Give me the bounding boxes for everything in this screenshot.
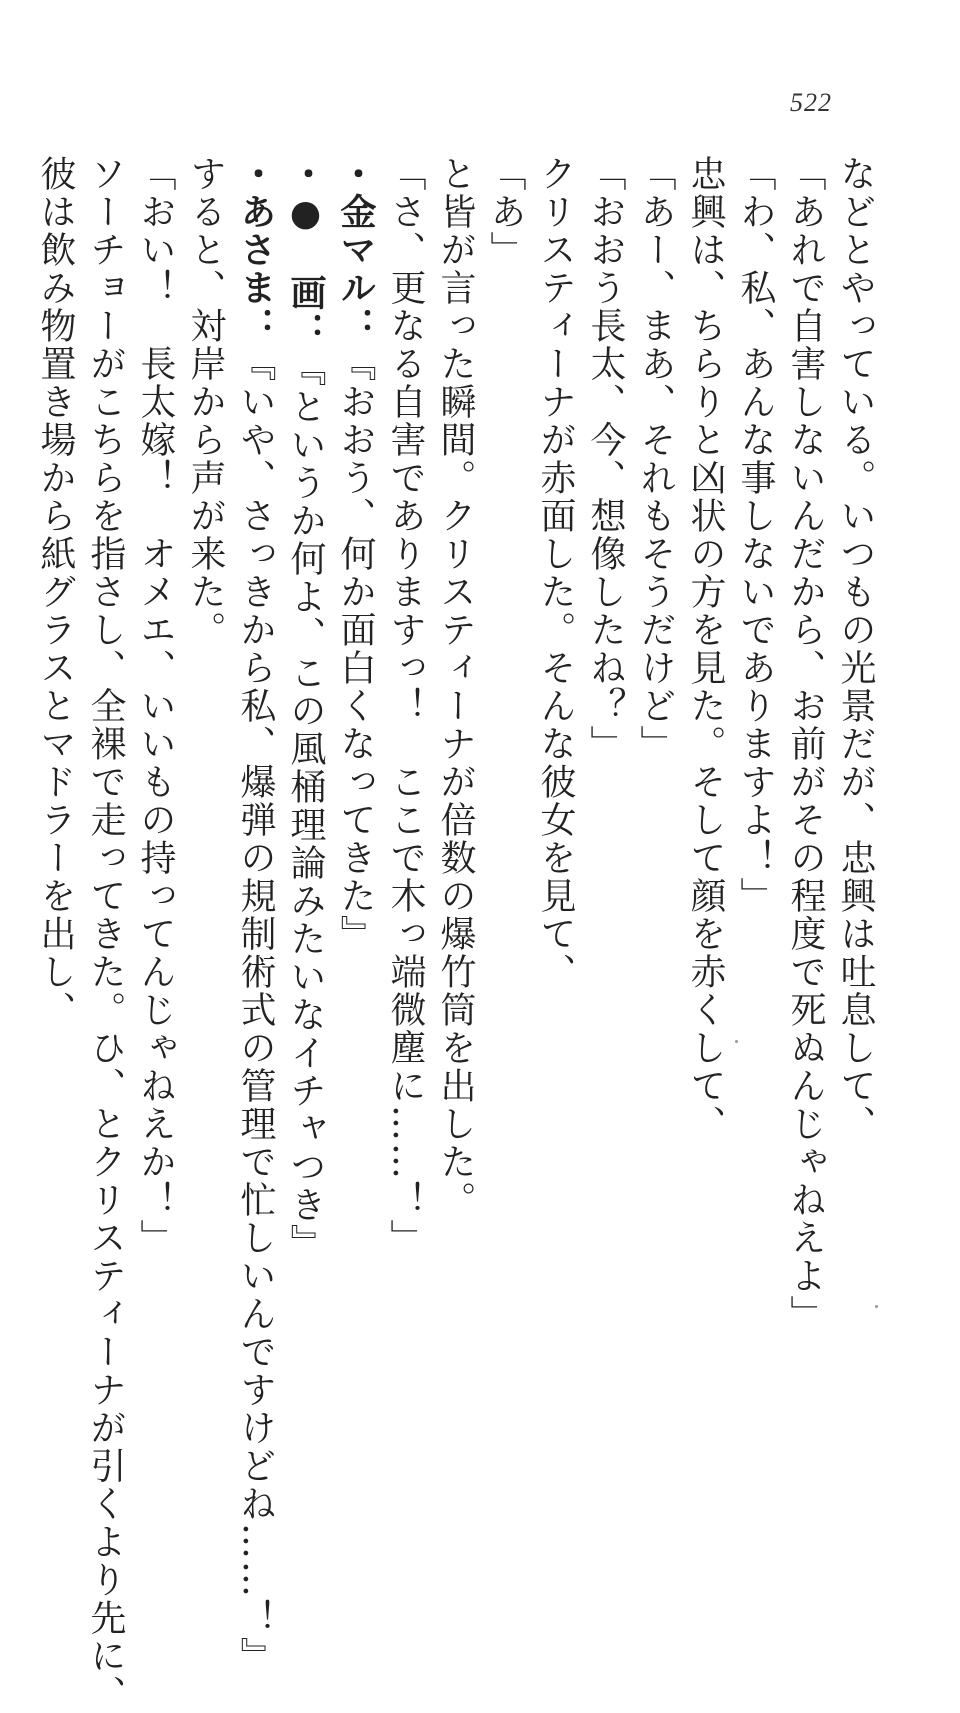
chat-message: 『おおう、何か面白くなってきた』: [335, 345, 376, 953]
chat-speaker: ・金マル：: [335, 155, 376, 345]
text-line: 「わ、私、あんな事しないでありますよ！」: [735, 155, 776, 915]
chat-speaker: ・あさま：: [235, 155, 276, 345]
chat-line: [230, 155, 280, 1675]
text-line: と皆が言った瞬間。クリスティーナが倍数の爆竹筒を出した。: [435, 155, 476, 1219]
text-line: 「あれで自害しないんだから、お前がその程度で死ぬんじゃねえよ」: [785, 155, 826, 1333]
page-number: 522: [790, 88, 832, 117]
chat-line: [330, 155, 380, 1315]
chat-speaker: ・● 画：: [285, 155, 326, 350]
text-line: 「おおう長太、今、想像したね？」: [585, 155, 626, 763]
text-line: すると、対岸から声が来た。: [185, 155, 226, 649]
text-line: などとやっている。いつもの光景だが、忠興は吐息して、: [835, 155, 876, 1143]
scan-speck: [875, 1305, 878, 1308]
scan-speck: [735, 1040, 738, 1043]
text-line: 「あー、まあ、それもそうだけど」: [635, 155, 676, 763]
text-line: 「おい！ 長太嫁！ オメエ、いいもの持ってんじゃねえか！」: [135, 155, 176, 1257]
text-line: ソーチョーがこちらを指さし、全裸で走ってきた。ひ、とクリスティーナが引くより先に、: [85, 155, 126, 1713]
text-line: 「あ」: [485, 155, 526, 269]
chat-message: 『というか何よ、この風桶理論みたいなイチャつき』: [285, 350, 326, 1262]
chat-line: [280, 155, 330, 1315]
text-line: クリスティーナが赤面した。そんな彼女を見て、: [535, 155, 576, 991]
text-line: 忠興は、ちらりと凶状の方を見た。そして顔を赤くして、: [685, 155, 726, 1143]
chat-message: 『いや、さっきから私、爆弾の規制術式の管理で忙しいんですけどね……！』: [235, 345, 276, 1675]
text-line: 「さ、更なる自害でありますっ！ ここで木っ端微塵に……！」: [385, 155, 426, 1257]
body-text: [30, 155, 880, 1713]
text-line: 彼は飲み物置き場から紙グラスとマドラーを出し、: [35, 155, 76, 1029]
